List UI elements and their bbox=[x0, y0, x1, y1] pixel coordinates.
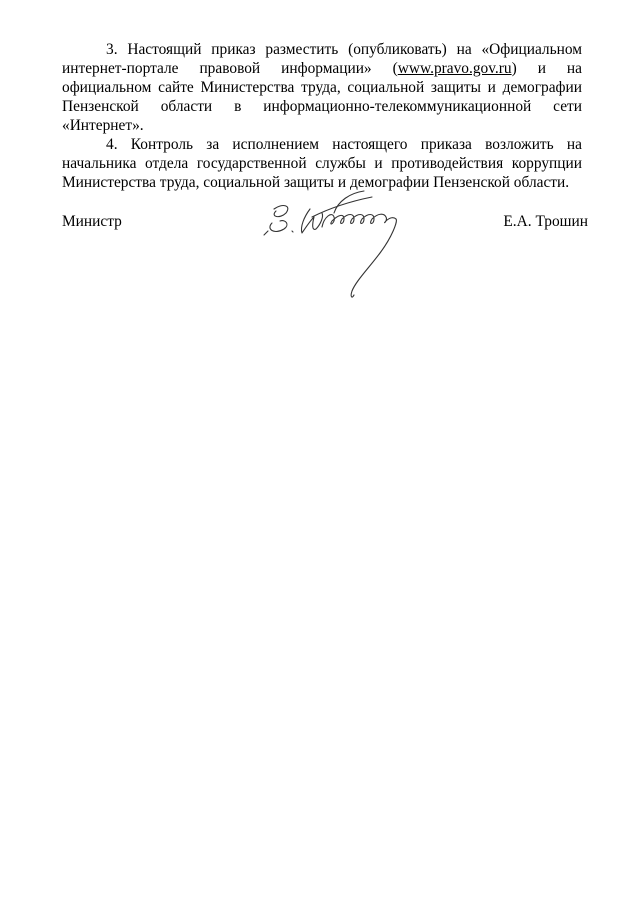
signature-block bbox=[62, 212, 588, 312]
handwritten-signature bbox=[252, 187, 422, 302]
paragraph-3-text-start: 3. Настоящий приказ разместить (опубликовать) на «Официальном интернет-портале правовой информации» ( bbox=[62, 41, 582, 77]
paragraph-4: 4. Контроль за исполнением настоящего приказа возложить на начальника отдела государственной службы и противодействия коррупции Министерства труда, социальной защиты и демографии Пензенской области. bbox=[62, 136, 582, 191]
signer-name: Е.А. Трошин bbox=[503, 213, 588, 230]
paragraph-3-text-end: ) и на официальном сайте Министерства труда, социальной защиты и демографии Пензенской области в информационно-телекоммуникационной сети «Интернет». bbox=[62, 60, 582, 134]
document-body bbox=[62, 40, 582, 192]
paragraph-3 bbox=[62, 40, 582, 135]
position-title: Министр bbox=[62, 213, 122, 230]
pravo-gov-link[interactable]: www.pravo.gov.ru bbox=[397, 60, 512, 77]
